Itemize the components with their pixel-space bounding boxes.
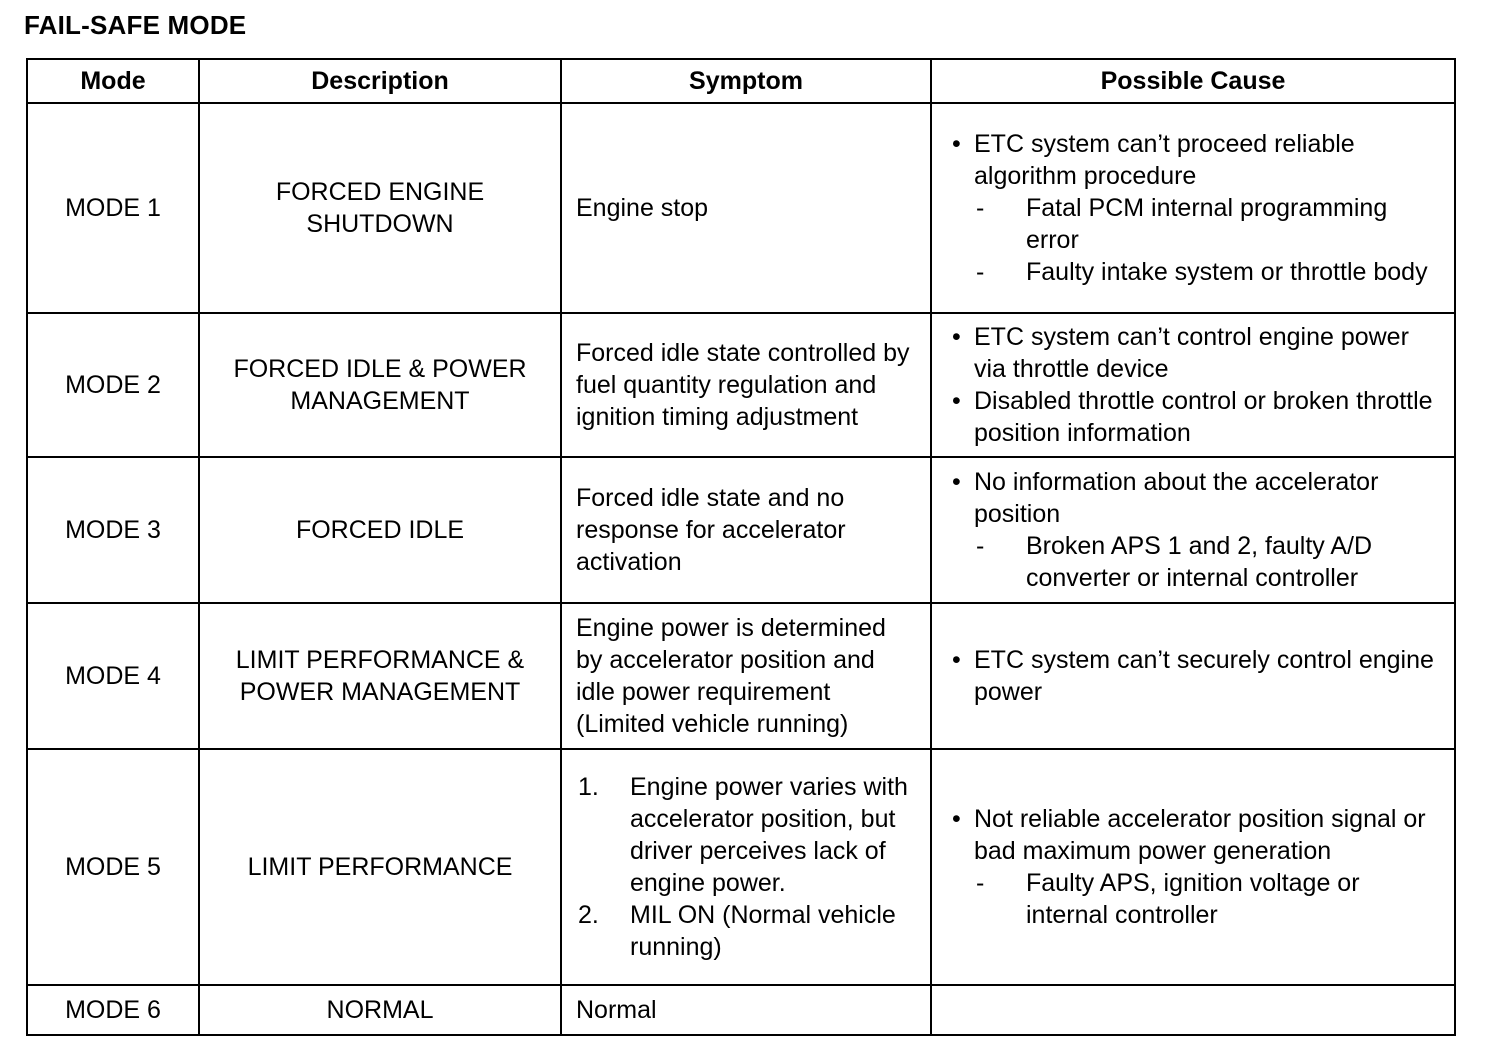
page-title: FAIL-SAFE MODE: [24, 10, 247, 40]
item-number: 1.: [578, 773, 599, 801]
symptom-cell: Normal: [561, 985, 931, 1035]
mode-cell: MODE 6: [27, 985, 199, 1035]
cause-bullet: [946, 466, 1440, 594]
item-number: 2.: [578, 901, 599, 929]
table-row: [27, 749, 1455, 985]
cause-text: No information about the accelerator position: [974, 468, 1379, 528]
possible-cause-cell: [931, 103, 1455, 313]
table-header-row: [27, 59, 1455, 103]
table-row: [27, 103, 1455, 313]
symptom-cell: Engine stop: [561, 103, 931, 313]
cause-bullet: • ETC system can’t control engine power via throttle device: [946, 321, 1440, 385]
symptom-cell: [561, 749, 931, 985]
cause-text: Not reliable accelerator position signal or bad maximum power generation: [974, 805, 1426, 865]
item-text: Engine power varies with accelerator position, but driver perceives lack of engine power.: [630, 773, 908, 897]
description-cell: LIMIT PERFORMANCE: [199, 749, 561, 985]
cause-text: ETC system can’t proceed reliable algorithm procedure: [974, 130, 1355, 190]
fail-safe-mode-table: [26, 58, 1456, 1036]
header-symptom: Symptom: [561, 59, 931, 103]
cause-sub-item: - Faulty APS, ignition voltage or internal controller: [974, 867, 1440, 931]
description-cell: FORCED IDLE & POWER MANAGEMENT: [199, 313, 561, 457]
mode-cell: MODE 2: [27, 313, 199, 457]
symptom-numbered-item: [576, 771, 916, 899]
cause-sub-item: - Broken APS 1 and 2, faulty A/D converter or internal controller: [974, 530, 1440, 594]
possible-cause-cell: [931, 985, 1455, 1035]
possible-cause-cell: [931, 457, 1455, 603]
possible-cause-cell: [931, 749, 1455, 985]
symptom-cell: Engine power is determined by accelerator position and idle power requirement (Limited vehicle running): [561, 603, 931, 749]
mode-cell: MODE 3: [27, 457, 199, 603]
description-cell: LIMIT PERFORMANCE & POWER MANAGEMENT: [199, 603, 561, 749]
table-row: [27, 313, 1455, 457]
header-description: Description: [199, 59, 561, 103]
cause-bullet: [946, 803, 1440, 931]
cause-sub-item: - Fatal PCM internal programming error: [974, 192, 1440, 256]
table-row: [27, 985, 1455, 1035]
cause-sub-item: - Faulty intake system or throttle body: [974, 256, 1440, 288]
mode-cell: MODE 4: [27, 603, 199, 749]
table-row: [27, 457, 1455, 603]
mode-cell: MODE 5: [27, 749, 199, 985]
possible-cause-cell: [931, 313, 1455, 457]
description-cell: NORMAL: [199, 985, 561, 1035]
header-possible-cause: Possible Cause: [931, 59, 1455, 103]
symptom-cell: Forced idle state and no response for accelerator activation: [561, 457, 931, 603]
symptom-cell: Forced idle state controlled by fuel quantity regulation and ignition timing adjustment: [561, 313, 931, 457]
cause-bullet: [946, 128, 1440, 288]
symptom-numbered-item: [576, 899, 916, 963]
item-text: MIL ON (Normal vehicle running): [630, 901, 896, 961]
mode-cell: MODE 1: [27, 103, 199, 313]
table-row: [27, 603, 1455, 749]
cause-bullet: • ETC system can’t securely control engine power: [946, 644, 1440, 708]
cause-bullet: • Disabled throttle control or broken throttle position information: [946, 385, 1440, 449]
possible-cause-cell: [931, 603, 1455, 749]
description-cell: FORCED ENGINE SHUTDOWN: [199, 103, 561, 313]
description-cell: FORCED IDLE: [199, 457, 561, 603]
header-mode: Mode: [27, 59, 199, 103]
